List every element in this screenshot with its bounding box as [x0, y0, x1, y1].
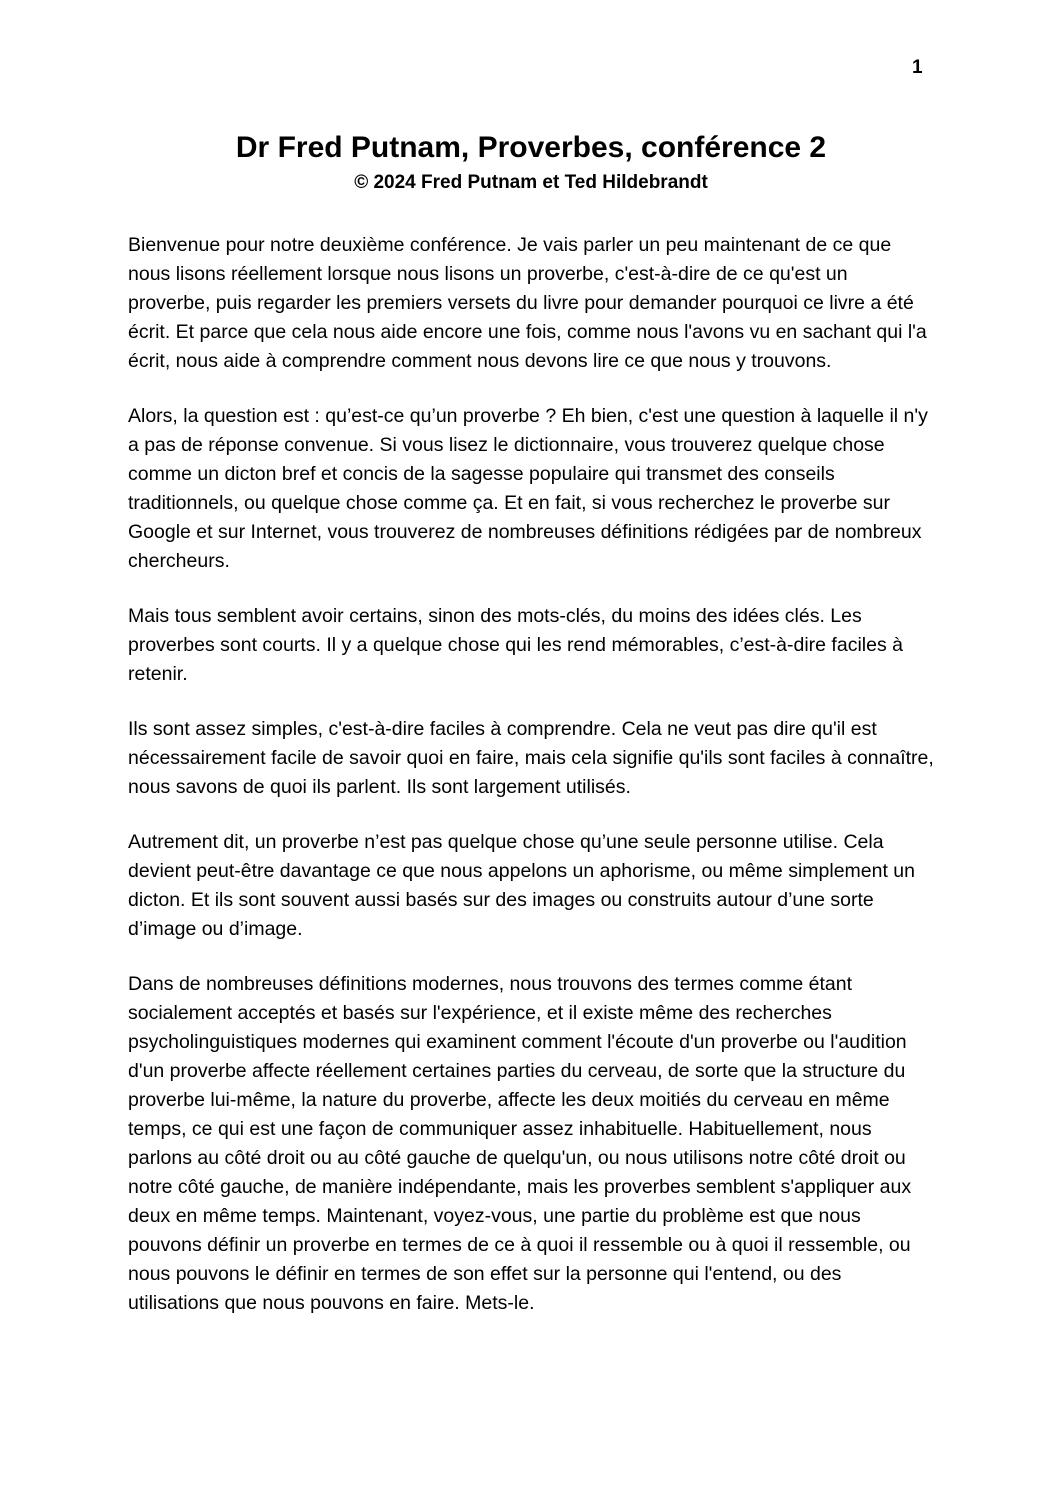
paragraph-4: Ils sont assez simples, c'est-à-dire faciles à comprendre. Cela ne veut pas dire qu'il est nécessairement facile de savoir quoi en faire, mais cela signifie qu'ils sont faciles à connaître, nous savons de quoi ils parlent. Ils sont largement utilisés. — [128, 717, 934, 798]
paragraph-2: Alors, la question est : qu’est-ce qu’un proverbe ? Eh bien, c'est une question à laquelle il n'y a pas de réponse convenue. Si vous lisez le dictionnaire, vous trouverez quelque chose comme un dicton bref et concis de la sagesse populaire qui transmet des conseils traditionnels, ou quelque chose comme ça. Et en fait, si vous recherchez le proverbe sur Google et sur Internet, vous trouverez de nombreuses définitions rédigées par de nombreux chercheurs. — [128, 404, 928, 572]
paragraph-6: Dans de nombreuses définitions modernes, nous trouvons des termes comme étant socialement acceptés et basés sur l'expérience, et il existe même des recherches psycholinguistiques modernes qui examinent comment l'écoute d'un proverbe ou l'audition d'un proverbe affecte réellement certaines parties du cerveau, de sorte que la structure du proverbe lui-même, la nature du proverbe, affecte les deux moitiés du cerveau en même temps, ce qui est une façon de communiquer assez inhabituelle. Habituellement, nous parlons au côté droit ou au côté gauche de quelqu'un, ou nous utilisons notre côté droit ou notre côté gauche, de manière indépendante, mais les proverbes semblent s'appliquer aux deux en même temps. Maintenant, voyez-vous, une partie du problème est que nous pouvons définir un proverbe en termes de ce à quoi il ressemble ou à quoi il ressemble, ou nous pouvons le définir en termes de son effet sur la personne qui l'entend, ou des utilisations que nous pouvons en faire. Mets-le. — [128, 972, 912, 1314]
paragraph-3: Mais tous semblent avoir certains, sinon des mots-clés, du moins des idées clés. Les proverbes sont courts. Il y a quelque chose qui les rend mémorables, c’est-à-dire faciles à retenir. — [128, 604, 903, 685]
document-title: Dr Fred Putnam, Proverbes, conférence 2 — [235, 131, 827, 164]
paragraph-5: Autrement dit, un proverbe n’est pas quelque chose qu’une seule personne utilise. Cela devient peut-être davantage ce que nous appelons un aphorisme, ou même simplement un dicton. Et ils sont souvent aussi basés sur des images ou construits autour d’une sorte d’image ou d’image. — [128, 830, 915, 940]
page-number: 1 — [912, 57, 923, 78]
body-text — [128, 231, 934, 1318]
copyright-line: © 2024 Fred Putnam et Ted Hildebrandt — [354, 172, 708, 193]
page-content — [128, 130, 934, 1344]
paragraph-1: Bienvenue pour notre deuxième conférence. Je vais parler un peu maintenant de ce que nous lisons réellement lorsque nous lisons un proverbe, c'est-à-dire de ce qu'est un proverbe, puis regarder les premiers versets du livre pour demander pourquoi ce livre a été écrit. Et parce que cela nous aide encore une fois, comme nous l'avons vu en sachant qui l'a écrit, nous aide à comprendre comment nous devons lire ce que nous y trouvons. — [128, 233, 927, 372]
